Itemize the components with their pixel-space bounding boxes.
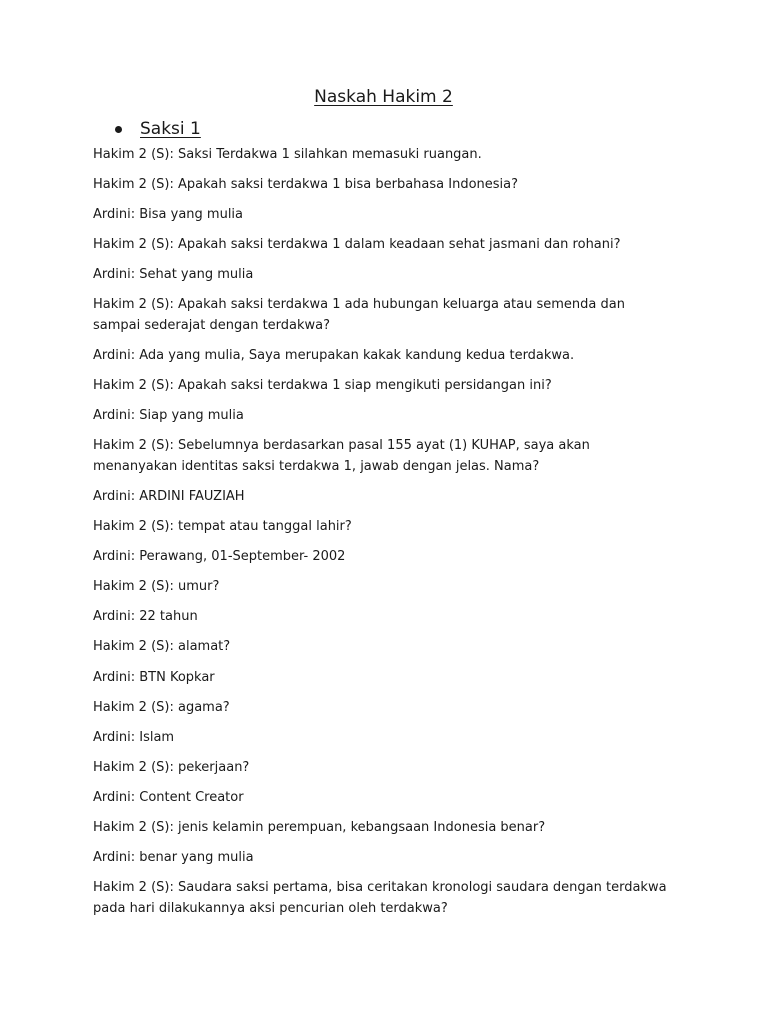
- dialogue-line: Ardini: 22 tahun: [93, 609, 198, 625]
- dialogue-line: Hakim 2 (S): Apakah saksi terdakwa 1 ada hubungan keluarga atau semenda dan sampai sederajat dengan terdakwa?: [93, 297, 625, 333]
- dialogue-line: Hakim 2 (S): Apakah saksi terdakwa 1 dalam keadaan sehat jasmani dan rohani?: [93, 237, 621, 253]
- dialogue-line: Hakim 2 (S): Saksi Terdakwa 1 silahkan memasuki ruangan.: [93, 147, 482, 162]
- dialogue-line: Hakim 2 (S): Sebelumnya berdasarkan pasal 155 ayat (1) KUHAP, saya akan menanyakan identitas saksi terdakwa 1, jawab dengan jelas. Nama?: [93, 438, 590, 474]
- dialogue-line: Hakim 2 (S): Saudara saksi pertama, bisa ceritakan kronologi saudara dengan terdakwa pada hari dilakukannya aksi pencurian oleh terdakwa?: [93, 880, 667, 916]
- section-label: Saksi 1: [140, 119, 201, 139]
- dialogue-line: Hakim 2 (S): tempat atau tanggal lahir?: [93, 519, 352, 535]
- dialogue-line: Hakim 2 (S): pekerjaan?: [93, 759, 250, 775]
- dialogue-line: Ardini: ARDINI FAUZIAH: [93, 488, 245, 504]
- dialogue-line: Ardini: benar yang mulia: [93, 850, 254, 866]
- dialogue-line: Hakim 2 (S): agama?: [93, 699, 230, 715]
- dialogue-line: Ardini: Islam: [93, 729, 175, 745]
- dialogue-body: [93, 145, 674, 919]
- dialogue-line: Hakim 2 (S): jenis kelamin perempuan, kebangsaan Indonesia benar?: [93, 819, 546, 835]
- dialogue-line: Ardini: Perawang, 01-September- 2002: [93, 549, 346, 565]
- dialogue-line: Ardini: Content Creator: [93, 789, 244, 805]
- dialogue-line: Ardini: BTN Kopkar: [93, 669, 215, 685]
- dialogue-line: Hakim 2 (S): Apakah saksi terdakwa 1 bisa berbahasa Indonesia?: [93, 177, 519, 193]
- dialogue-line: Ardini: Siap yang mulia: [93, 408, 244, 424]
- dialogue-line: Hakim 2 (S): umur?: [93, 579, 220, 595]
- bullet-icon: [115, 126, 122, 133]
- dialogue-line: Ardini: Bisa yang mulia: [93, 207, 244, 223]
- dialogue-line: Ardini: Ada yang mulia, Saya merupakan kakak kandung kedua terdakwa.: [93, 348, 575, 364]
- section-heading: [115, 117, 674, 141]
- dialogue-line: Hakim 2 (S): alamat?: [93, 639, 231, 655]
- document-title: Naskah Hakim 2: [314, 87, 453, 107]
- dialogue-line: Ardini: Sehat yang mulia: [93, 267, 254, 283]
- dialogue-line: Hakim 2 (S): Apakah saksi terdakwa 1 siap mengikuti persidangan ini?: [93, 378, 552, 394]
